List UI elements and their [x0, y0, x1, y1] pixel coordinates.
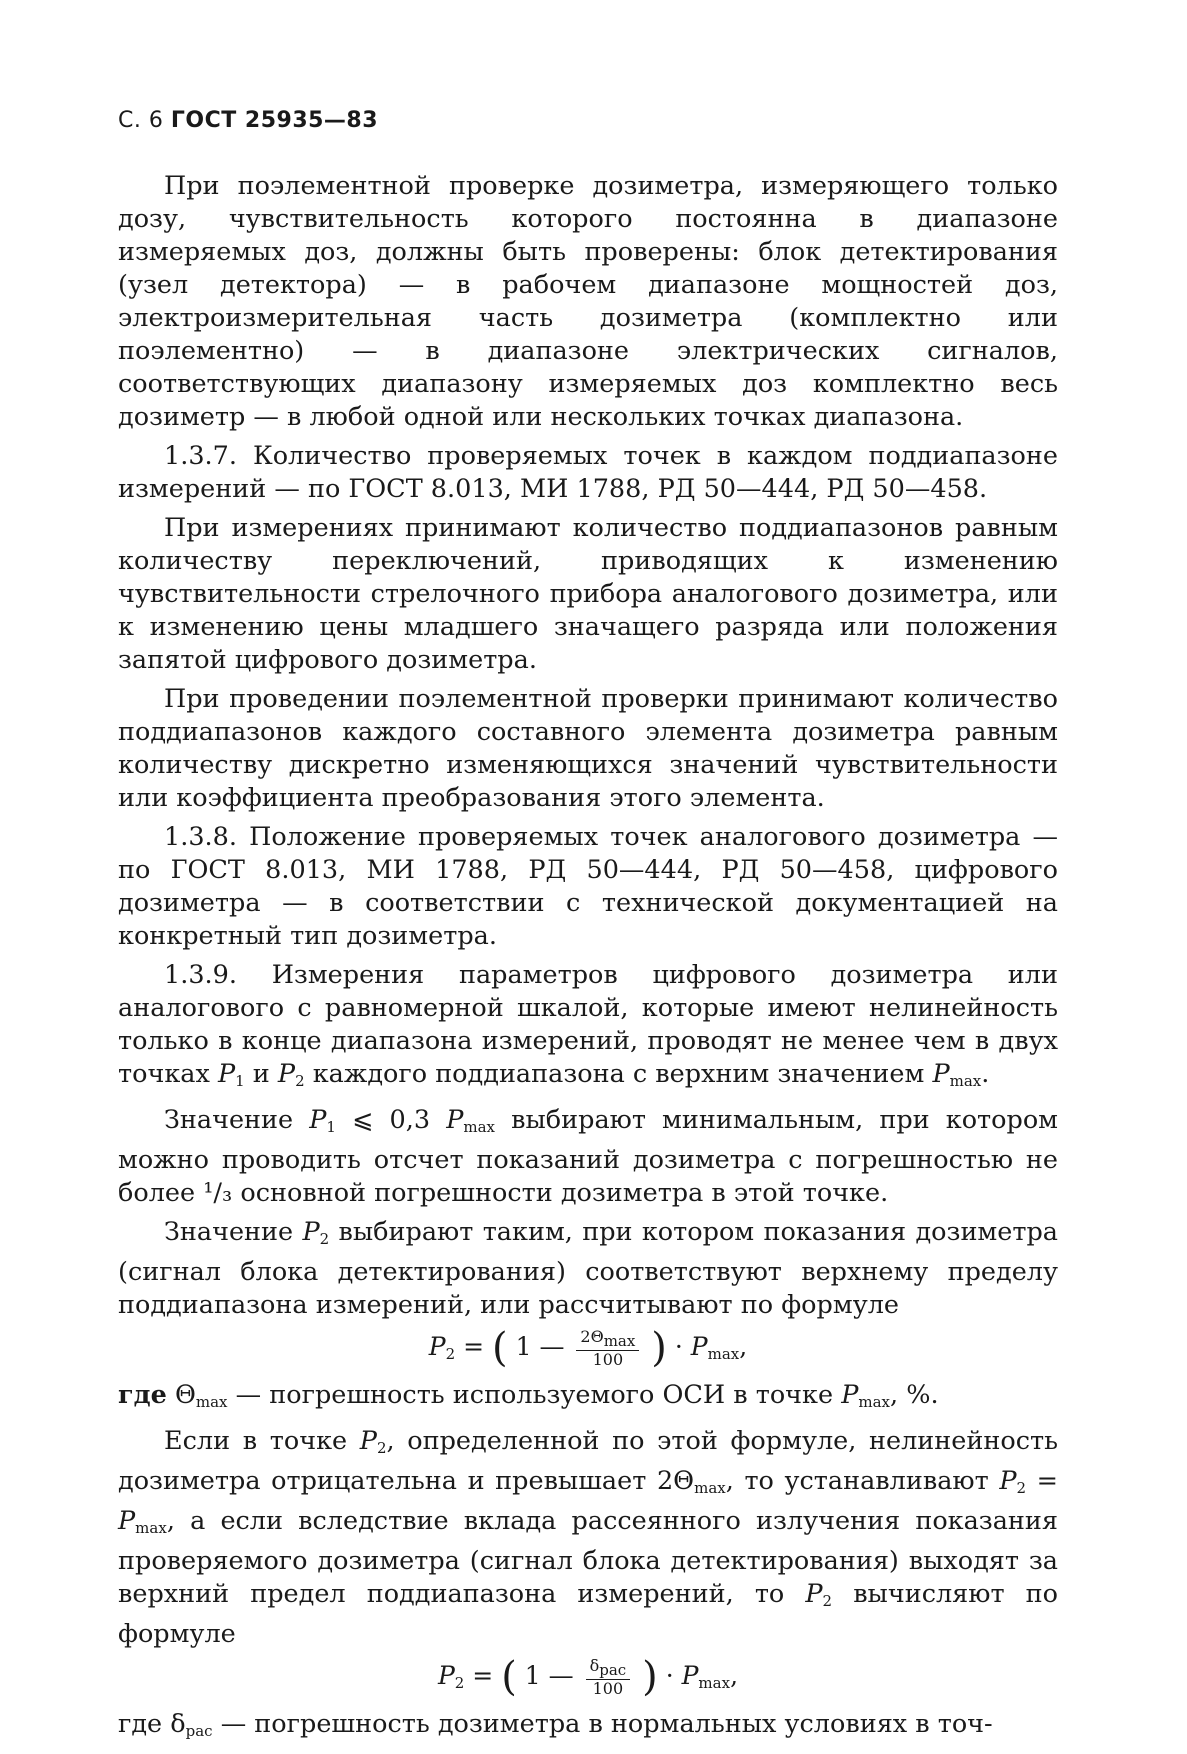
- paragraph: Если в точке $P_2$, определенной по этой формуле, нелинейность дозиметра отрицательна и превышает $2\Theta_{max}$, то устанавливают $P_2 = P_{max}$, а если вследствие вклада рассеянного излучения показания проверяемого дозиметра (сигнал блока детектирования) выходят за верхний предел поддиапазона измерений, то $P_2$ вычисляют по формуле: [118, 1426, 1059, 1649]
- body-text: [118, 170, 1058, 1754]
- page-number: С. 6: [118, 108, 164, 133]
- paragraph: При проведении поэлементной проверки принимают количество поддиапазонов каждого составного элемента дозиметра равным количеству дискретно изменяющихся значений чувствительности или коэффициента преобразования этого элемента.: [118, 684, 1058, 813]
- fraction: $\frac{\delta_{рас}}{100}$: [586, 1657, 631, 1698]
- paragraph: 1.3.7. Количество проверяемых точек в каждом поддиапазоне измерений — по ГОСТ 8.013, МИ 1788, РД 50—444, РД 50—458.: [118, 441, 1058, 504]
- paragraph: где $\Theta_{max}$ — погрешность используемого ОСИ в точке $P_{max}$, %.: [118, 1380, 939, 1411]
- paragraph: 1.3.8. Положение проверяемых точек аналогового дозиметра — по ГОСТ 8.013, МИ 1788, РД 50—444, РД 50—458, цифрового дозиметра — в соответствии с технической документацией на конкретный тип дозиметра.: [118, 822, 1058, 951]
- formula-2: $P_2$ = ( 1 — $\frac{\delta_{рас}}{100}$ ) · $P_{max}$,: [437, 1654, 739, 1700]
- paragraph: 1.3.9. Измерения параметров цифрового дозиметра или аналогового с равномерной шкалой, которые имеют нелинейность только в конце диапазона измерений, проводят не менее чем в двух точках $P_1$ и $P_2$ каждого поддиапазона с верхним значением $P_{max}$.: [118, 960, 1058, 1090]
- paragraph: При измерениях принимают количество поддиапазонов равным количеству переключений, приводящих к изменению чувствительности стрелочного прибора аналогового дозиметра, или к изменению цены младшего значащего разряда или положения запятой цифрового дозиметра.: [118, 513, 1058, 675]
- paragraph: Значение $P_1$ ⩽ 0,3 $P_{max}$ выбирают минимальным, при котором можно проводить отсчет показаний дозиметра с погрешностью не более ¹/₃ основной погрешности дозиметра в этой точке.: [118, 1105, 1059, 1208]
- fraction: $\frac{2\Theta_{max}}{100}$: [576, 1328, 639, 1369]
- formula-1: $P_2$ = ( 1 — $\frac{2\Theta_{max}}{100}$ ) · $P_{max}$,: [428, 1325, 748, 1371]
- paragraph: Значение $P_2$ выбирают таким, при котором показания дозиметра (сигнал блока детектирования) соответствуют верхнему пределу поддиапазона измерений, или рассчитывают по формуле: [118, 1217, 1058, 1320]
- paragraph: При поэлементной проверке дозиметра, измеряющего только дозу, чувствительность которого постоянна в диапазоне измеряемых доз, должны быть проверены: блок детектирования (узел детектора) — в рабочем диапазоне мощностей доз, электроизмерительная часть дозиметра (комплектно или поэлементно) — в диапазоне электрических сигналов, соответствующих диапазону измеряемых доз комплектно весь дозиметр — в любой одной или нескольких точках диапазона.: [118, 171, 1058, 432]
- standard-title: ГОСТ 25935—83: [170, 108, 379, 133]
- paragraph: где $\delta_{рас}$ — погрешность дозиметра в нормальных условиях в точ-: [118, 1709, 993, 1740]
- page-header: [118, 108, 378, 133]
